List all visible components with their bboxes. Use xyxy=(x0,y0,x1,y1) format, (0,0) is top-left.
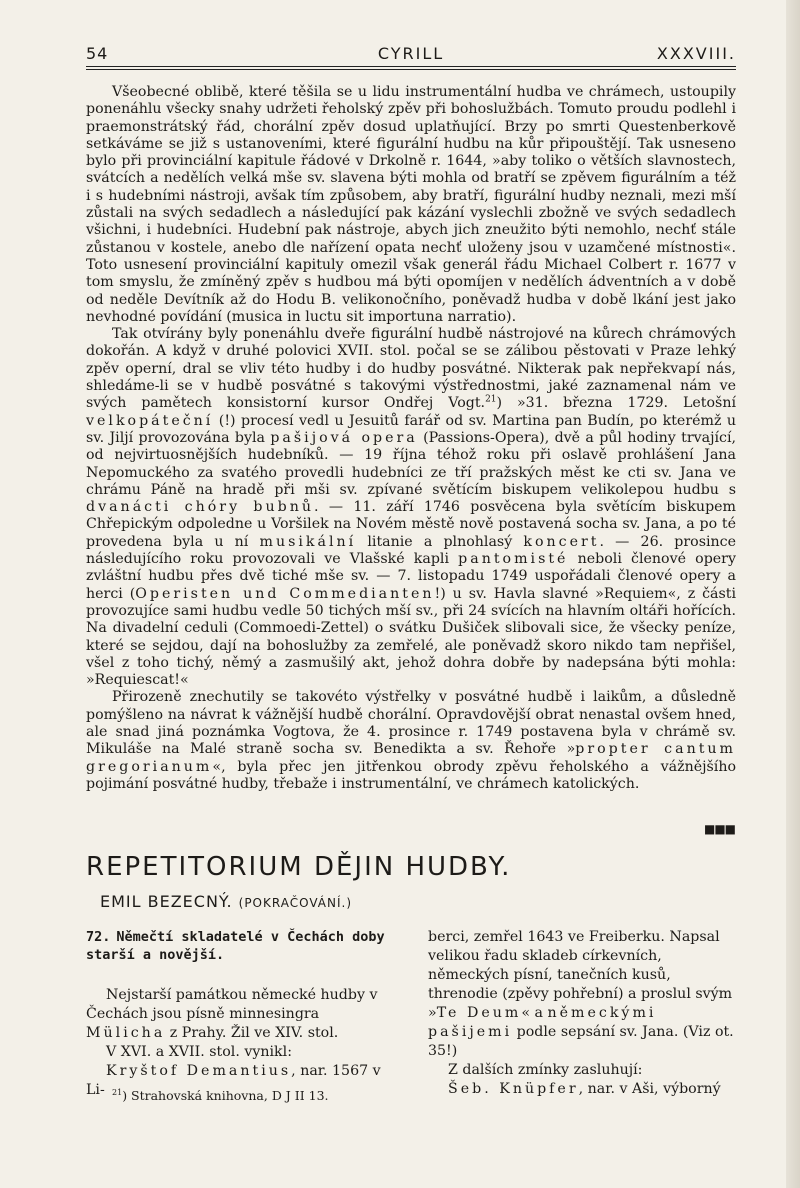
end-ornament: ■■■ xyxy=(704,822,736,836)
right-paragraph-3: Šeb. Knüpfer, nar. v Aši, výborný xyxy=(448,1081,721,1097)
left-paragraph-1: Nejstarší památkou německé hudby v Čechách jsou písně minnesingra Mülicha z Prahy. Žil ve XIV. stol. xyxy=(86,987,378,1041)
footnote-reference: 21 xyxy=(485,394,497,405)
emphasized-text: Operisten und Commedianten xyxy=(135,585,435,602)
subsection-number: 72. xyxy=(86,929,111,945)
paragraph-2: Tak otvírány byly ponenáhlu dveře figurální hudbě nástrojové na kůrech chrámových dokořán. A když v druhé polovici XVII. stol. počal se se zálibou pěstovati v Praze lehký zpěv operní, dral se vliv této hudby i do hudby posvátné. Nikterak pak nepřekvapí nás, shledáme-li se v hudbě posvátné s takovými výstřednostmi, jaké zaznamenal nám ve svých pamětech konsistorní kursor Ondřej Vogt.$^{21}$) »31. března 1729. Letošní velkopáteční (!) procesí vedl u Jesuitů farář od sv. Martina pan Budín, po kterémž u sv. Jiljí provozována byla pašijová opera (Passions-Opera), dvě a půl hodiny trvající, od nejvirtuosnějších hudebníků. — 19 října téhož roku při oslavě prohlášení Jana Nepomuckého za svatého provedli hudebníci ze tří pražských měst ke cti sv. Jana ve chrámu Páně na hradě při mši sv. zpívané světícím biskupem velikolepou hudbu s dvanácti chóry bubnů. — 11. září 1746 posvěcena byla světícím biskupem Chřepickým odpoledne u Voršilek na Novém městě nově postavená socha sv. Jana, a po té provedena byla u ní musikální litanie a plnohlasý koncert. — 26. prosince následujícího roku provozovali ve Vlašské kapli pantomisté neboli členové opery zvláštní hudbu přes dvě tiché mše sv. — 7. listopadu 1749 uspořádali členové opery a herci (Operisten und Commedianten!) u sv. Havla slavné »Requiem«, z části provozujíce sami hudbu vedle 50 tichých mší sv., při 24 svících na hlavním oltáři hořících. Na divadelní ceduli (Commoedi-Zettel) o svátku Dušiček slibovali sice, že všecky peníze, které se sejdou, dají na bohoslužby za zemřelé, ale poněvadž skoro nikdo tam nepřišel, všel z toho tichý, němý a zasmušilý akt, jehož dohra dobře by nadepsána býti mohla: »Requiescat!« xyxy=(86,326,737,689)
running-header xyxy=(86,44,736,68)
emphasized-text: Mülicha xyxy=(86,1025,166,1041)
footnote xyxy=(112,1088,329,1103)
footnote-mark: 21 xyxy=(112,1087,123,1097)
right-paragraph-1: berci, zemřel 1643 ve Freiberku. Napsal velikou řadu skladeb církevních, německých písní, tanečních kusů, threnodie (zpěvy pohřební) a proslul svým »Te Deum« a německými pašijemi podle sepsání sv. Jana. (Viz ot. 35!) xyxy=(428,929,734,1059)
emphasized-text: německými pašijemi xyxy=(428,1005,657,1040)
header-rule xyxy=(86,66,736,67)
left-column xyxy=(86,928,398,1100)
emphasized-text: Kryštof Demantius xyxy=(106,1063,292,1079)
page-edge xyxy=(786,0,800,1188)
journal-title: CYRILL xyxy=(377,44,445,63)
emphasized-text: pantomisté xyxy=(458,551,569,568)
left-paragraph-2: V XVI. a XVII. stol. vynikl: xyxy=(106,1044,292,1060)
volume-number: XXXVIII. xyxy=(656,44,736,63)
continued-note: (POKRAČOVÁNÍ.) xyxy=(238,896,352,910)
paragraph-1: Všeobecné oblibě, které těšila se u lidu instrumentální hudba ve chrámech, ustoupily ponenáhlu všecky snahy udržeti řeholský zpěv při bohoslužbách. Tomuto proudu podlehl i praemonstrátský řád, chorální zpěv dosud uplatňující. Brzy po smrti Questenberkově setkáváme se již s ustanoveními, které figurální hudbu na kůr připouštějí. Tak usneseno bylo při provinciální kapitule řádové v Drkolně r. 1644, »aby toliko o větších slavnostech, svátcích a nedělích velká mše sv. slavena býti mohla od bratří se zpěvem figurálním a též i s hudebními nástroji, avšak tím způsobem, aby bratří, figurální hudby neznali, mezi mší zůstali na svých sedadlech a následující pak kázání vyslechli zbožně ve svých sedadlech všichni, i hudebníci. Hudební pak nástroje, abych jich zneužito býti nemohlo, nechť stále zůstanou v kostele, anebo dle nařízení opata nechť uloženy jsou v uzamčené místnosti«. Toto usnesení provinciální kapituly omezil však generál řádu Michael Colbert r. 1677 v tom smyslu, že zmíněný zpěv s hudbou má býti opomíjen v nedělích ádventních a v době od neděle Devítník až do Hodu B. velikonočního, poněvadž hudba v době lkání jest jako nevhodné povídání (musica in luctu sit importuna narratio). xyxy=(86,84,736,325)
emphasized-text: propter cantum gregorianum xyxy=(86,741,736,775)
page-number: 54 xyxy=(86,44,109,63)
left-paragraph-3: Kryštof Demantius, nar. 1567 v Li- xyxy=(86,1063,381,1098)
subsection-title: Němečtí skladatelé v Čechách doby starší a novější. xyxy=(86,929,385,963)
emphasized-text: pašijová opera xyxy=(270,429,418,446)
emphasized-text: koncert xyxy=(523,533,600,550)
emphasized-text: Šeb. Knüpfer xyxy=(448,1081,579,1097)
paragraph-3: Přirozeně znechutily se takovéto výstřelky v posvátné hudbě i laikům, a důsledně pomýšleno na návrat k vážnější hudbě chorální. Opravdovější obrat nenastal ovšem hned, ale snad jiná poznámka Vogtova, že 4. prosince r. 1749 postavena byla v chrámě sv. Mikuláše na Malé straně socha sv. Benedikta a sv. Řehoře »propter cantum gregorianum«, byla přec jen jitřenkou obrody zpěvu řeholského a vážnějšího pojimání posvátné hudby, třebaže i instrumentální, ve chrámech katolických. xyxy=(86,689,736,792)
emphasized-text: musikální xyxy=(259,533,357,550)
article-body xyxy=(86,84,736,793)
emphasized-text: velkopáteční xyxy=(86,412,214,429)
section-title: REPETITORIUM DĚJIN HUDBY. xyxy=(86,852,512,882)
right-paragraph-2: Z dalších zmínky zasluhují: xyxy=(448,1062,643,1078)
emphasized-text: dvanácti chóry bubnů xyxy=(86,499,314,516)
author-name: EMIL BEZECNÝ. xyxy=(100,892,233,911)
emphasized-text: Te Deum xyxy=(436,1005,522,1021)
footnote-text: ) Strahovská knihovna, D J II 13. xyxy=(122,1088,329,1103)
author-line xyxy=(100,892,352,911)
subsection-heading xyxy=(86,928,398,964)
right-column xyxy=(428,928,740,1099)
header-rule-double xyxy=(86,69,736,70)
